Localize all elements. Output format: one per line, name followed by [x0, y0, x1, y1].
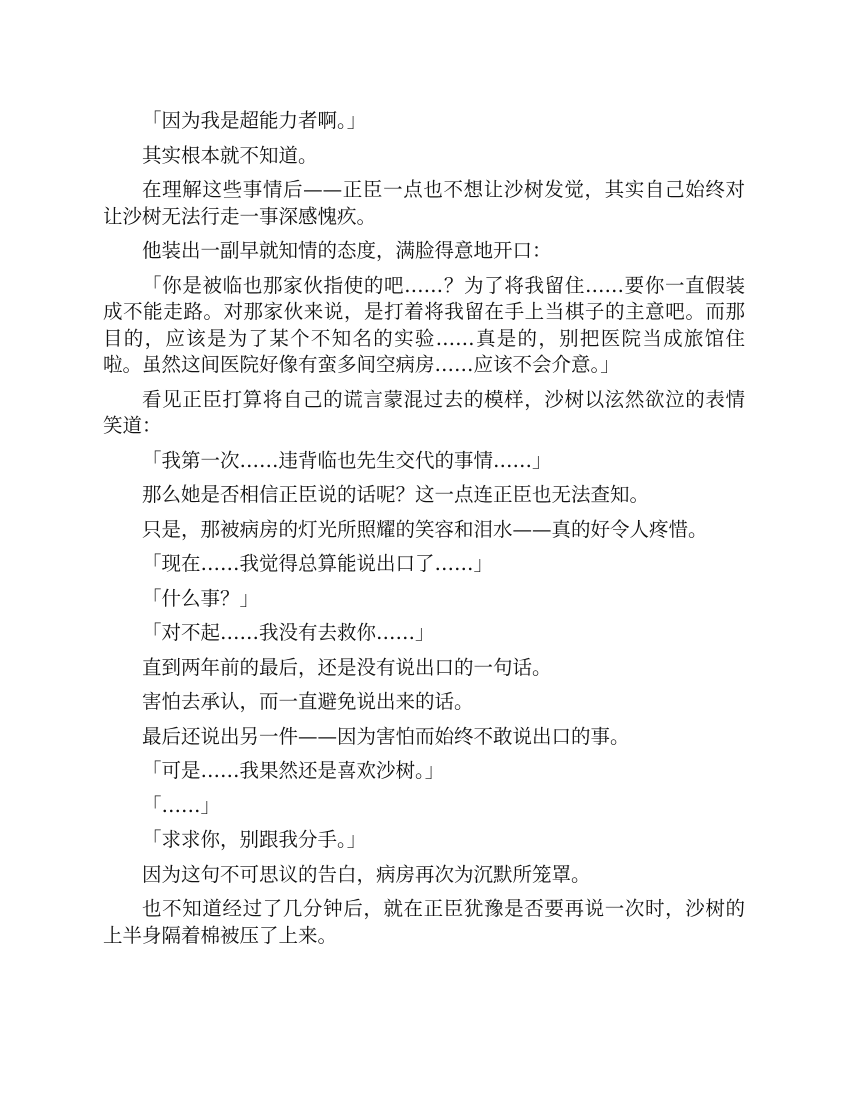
paragraph: 「你是被临也那家伙指使的吧……？为了将我留住……要你一直假装成不能走路。对那家伙来说，是打着将我留在手上当棋子的主意吧。而那目的，应该是为了某个不知名的实验……真是的，别把医院当成旅馆住啦。虽然这间医院好像有蛮多间空病房……应该不会介意。」 — [103, 273, 745, 376]
paragraph: 「……」 — [142, 793, 221, 817]
paragraph: 其实根本就不知道。 — [142, 143, 318, 167]
paragraph: 因为这句不可思议的告白，病房再次为沉默所笼罩。 — [142, 862, 591, 886]
paragraph: 也不知道经过了几分钟后，就在正臣犹豫是否要再说一次时，沙树的上半身隔着棉被压了上来。 — [103, 897, 745, 947]
paragraph: 只是，那被病房的灯光所照耀的笑容和泪水——真的好令人疼惜。 — [142, 517, 708, 541]
paragraph: 在理解这些事情后——正臣一点也不想让沙树发觉，其实自己始终对让沙树无法行走一事深感愧疚。 — [103, 178, 745, 228]
paragraph: 直到两年前的最后，还是没有说出口的一句话。 — [142, 655, 552, 679]
paragraph: 「什么事？」 — [142, 586, 260, 610]
document-page — [103, 108, 745, 957]
paragraph: 最后还说出另一件——因为害怕而始终不敢说出口的事。 — [142, 724, 630, 748]
paragraph: 害怕去承认，而一直避免说出来的话。 — [142, 690, 474, 713]
paragraph: 看见正臣打算将自己的谎言蒙混过去的模样，沙树以泫然欲泣的表情笑道： — [103, 387, 745, 437]
paragraph: 「现在……我觉得总算能说出口了……」 — [142, 552, 494, 575]
paragraph: 「求求你，别跟我分手。」 — [142, 828, 367, 851]
paragraph: 「可是……我果然还是喜欢沙树。」 — [142, 759, 445, 782]
paragraph: 「我第一次……违背临也先生交代的事情……」 — [142, 448, 552, 472]
paragraph: 「对不起……我没有去救你……」 — [142, 621, 435, 644]
paragraph: 那么她是否相信正臣说的话呢？这一点连正臣也无法查知。 — [142, 483, 650, 506]
paragraph: 他装出一副早就知情的态度，满脸得意地开口： — [142, 239, 552, 262]
paragraph: 「因为我是超能力者啊。」 — [142, 109, 367, 132]
